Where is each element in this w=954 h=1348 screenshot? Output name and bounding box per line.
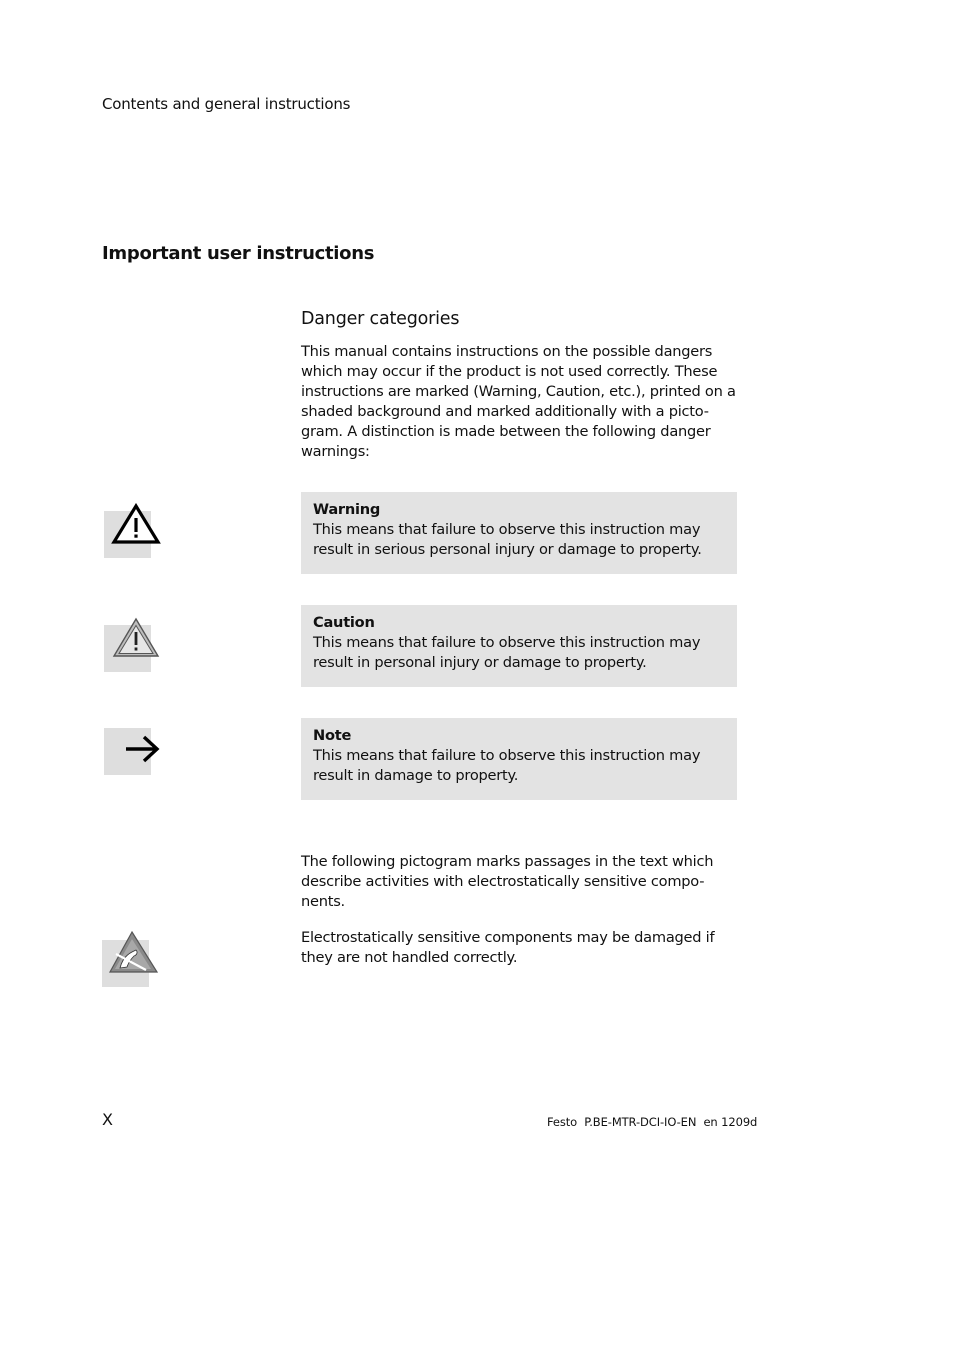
text-line: Electrostatically sensitive components may be damaged if [301, 929, 715, 946]
text-line: The following pictogram marks passages in the text which [301, 853, 714, 870]
warning-title: Warning [313, 501, 381, 518]
text-line: warnings: [301, 443, 370, 460]
text-line: This means that failure to observe this instruction may [313, 521, 701, 538]
note-box [301, 718, 737, 800]
esd-icon [102, 930, 162, 990]
text-line: This manual contains instructions on the possible dangers [301, 343, 713, 360]
warning-box [301, 492, 737, 574]
caution-triangle-icon [104, 617, 164, 677]
text-line: instructions are marked (Warning, Caution, etc.), printed on a [301, 383, 736, 400]
text-line: gram. A distinction is made between the following danger [301, 423, 711, 440]
intro-paragraph [301, 342, 741, 462]
caution-title: Caution [313, 614, 375, 631]
page-number: X [102, 1110, 113, 1129]
running-header: Contents and general instructions [102, 95, 351, 113]
text-line: result in personal injury or damage to property. [313, 654, 647, 671]
section-title: Important user instructions [102, 243, 375, 264]
caution-box [301, 605, 737, 687]
text-line: This means that failure to observe this instruction may [313, 634, 701, 651]
text-line: result in damage to property. [313, 767, 519, 784]
text-line: shaded background and marked additionally with a picto- [301, 403, 709, 420]
esd-note-paragraph [301, 928, 741, 968]
esd-intro-paragraph [301, 852, 741, 912]
text-line: they are not handled correctly. [301, 949, 518, 966]
subsection-title: Danger categories [301, 309, 460, 329]
text-line: result in serious personal injury or damage to property. [313, 541, 702, 558]
text-line: describe activities with electrostatically sensitive compo- [301, 873, 705, 890]
text-line: which may occur if the product is not used correctly. These [301, 363, 718, 380]
text-line: nents. [301, 893, 345, 910]
note-arrow-icon [104, 728, 164, 788]
text-line: This means that failure to observe this instruction may [313, 747, 701, 764]
warning-triangle-icon [104, 503, 164, 563]
note-title: Note [313, 727, 352, 744]
document-reference: Festo P.BE-MTR-DCI-IO-EN en 1209d [547, 1115, 758, 1129]
